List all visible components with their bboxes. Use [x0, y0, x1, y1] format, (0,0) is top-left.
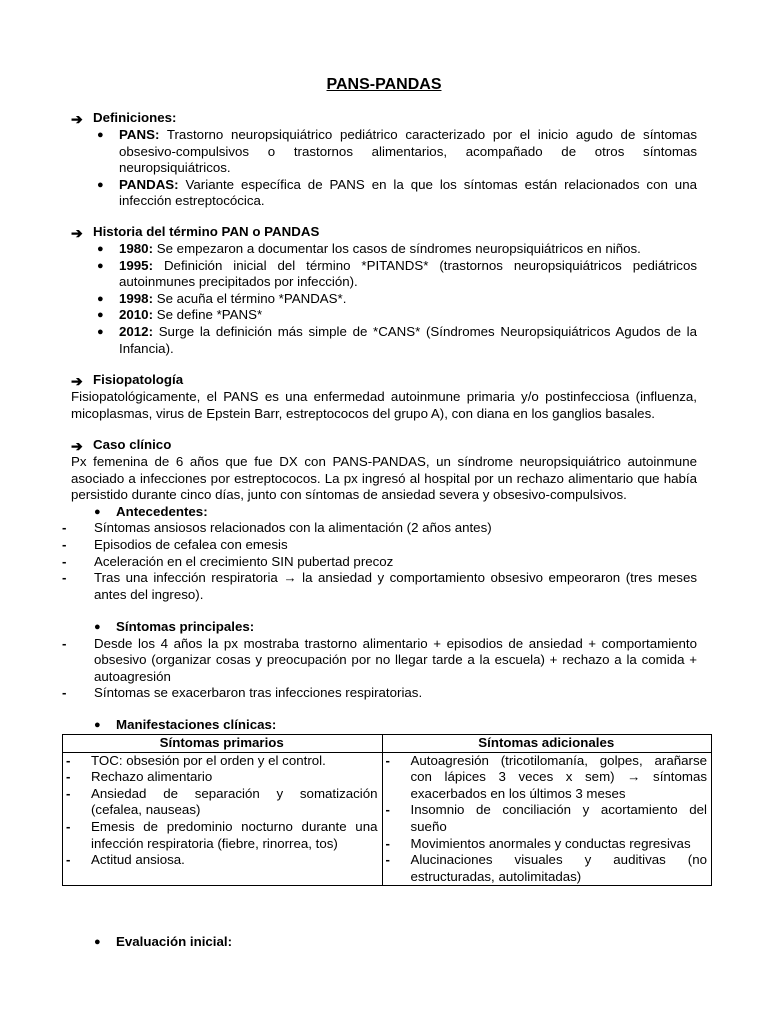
bullet-icon: ● — [97, 178, 104, 191]
dash-icon: - — [66, 769, 71, 785]
arrow-right-icon: ➔ — [71, 372, 83, 389]
list-item: ● PANDAS: Variante específica de PANS en la que los síntomas están relacionados con una infección estreptocócica. — [97, 176, 697, 209]
dash-icon: - — [62, 520, 67, 536]
dash-icon: - — [66, 785, 71, 801]
bullet-icon: ● — [97, 309, 104, 322]
list-item: ● 1995: Definición inicial del término *PITANDS* (trastornos neuropsiquiátricos pediátricos autoinmunes precipitados por infección). — [97, 257, 697, 290]
section-evaluacion — [71, 934, 697, 951]
arrow-right-icon: ➔ — [71, 437, 83, 454]
list-item: - Ansiedad de separación y somatización (cefalea, nauseas) — [66, 785, 378, 818]
section-fisiopatologia — [71, 372, 697, 422]
list-item: - Insomnio de conciliación y acortamiento del sueño — [385, 802, 707, 834]
subsection-label: ● Antecedentes: — [94, 503, 208, 519]
list-item: - Tras una infección respiratoria → la ansiedad y comportamiento obsesivo empeoraron (tres meses antes del ingreso). — [62, 570, 697, 602]
dash-icon: - — [66, 752, 71, 768]
document-title: PANS-PANDAS — [326, 76, 442, 93]
bullet-icon: ● — [97, 325, 104, 338]
subsection-label: ● Evaluación inicial: — [94, 934, 233, 949]
bullet-icon: ● — [97, 292, 104, 305]
list-item: ● 1980: Se empezaron a documentar los casos de síndromes neuropsiquiátricos en niños. — [97, 241, 641, 256]
list-item: - Desde los 4 años la px mostraba trastorno alimentario + episodios de ansiedad + comportamiento obsesivo (organizar cosas y preocupación por no llegar tarde a la escuela) + rechazo a la comida + autoagresión — [62, 635, 697, 684]
bullet-icon: ● — [94, 621, 101, 633]
dash-icon: - — [66, 852, 71, 868]
manifestaciones-table — [62, 734, 712, 886]
paragraph: Px femenina de 6 años que fue DX con PANS-PANDAS, un síndrome neuropsiquiátrico autoinmune asociado a infecciones por estreptococos. La px ingresó al hospital por un rechazo alimentario que había persistido durante cinco días, junto con síntomas de ansiedad severa y obsesivo-compulsivos. — [71, 454, 697, 503]
section-heading: ➔ Caso clínico — [71, 437, 172, 454]
bullet-icon: ● — [97, 259, 104, 272]
list-item: - Emesis de predominio nocturno durante una infección respiratoria (fiebre, rinorrea, tos) — [66, 818, 378, 851]
list-item: - Episodios de cefalea con emesis — [62, 536, 288, 552]
subsection-label: ● Síntomas principales: — [94, 619, 255, 634]
dash-list — [386, 753, 708, 886]
subsection-label: ● Manifestaciones clínicas: — [94, 717, 277, 732]
dash-icon: - — [66, 818, 71, 834]
list-item: - Actitud ansiosa. — [66, 852, 185, 868]
dash-list — [62, 636, 697, 702]
list-item: - Aceleración en el crecimiento SIN pubertad precoz — [62, 553, 394, 569]
dash-icon: - — [62, 553, 67, 569]
dash-icon: - — [385, 852, 390, 868]
section-manifestaciones — [71, 717, 697, 734]
arrow-right-icon: ➔ — [71, 224, 83, 241]
dash-icon: - — [385, 752, 390, 768]
list-item: - Síntomas se exacerbaron tras infecciones respiratorias. — [62, 685, 423, 701]
list-item: ● 1998: Se acuña el término *PANDAS*. — [97, 290, 347, 306]
bullet-icon: ● — [94, 719, 101, 731]
list-item: ● 2012: Surge la definición más simple de *CANS* (Síndromes Neuropsiquiátricos Agudos de la Infancia). — [97, 323, 697, 356]
dash-icon: - — [385, 835, 390, 851]
dash-list — [62, 520, 697, 603]
dash-icon: - — [62, 685, 67, 701]
table-cell — [382, 752, 712, 886]
section-definiciones — [71, 110, 697, 210]
table-row — [63, 752, 712, 886]
section-heading: ➔ Fisiopatología — [71, 372, 184, 389]
column-header: Síntomas adicionales — [382, 735, 712, 753]
bullet-icon: ● — [94, 936, 101, 948]
list-item: - Alucinaciones visuales y auditivas (no estructuradas, autolimitadas) — [385, 852, 707, 884]
dash-icon: - — [62, 635, 67, 651]
column-header: Síntomas primarios — [63, 735, 383, 753]
list-item: ● PANS: Trastorno neuropsiquiátrico pediátrico caracterizado por el inicio agudo de síntomas obsesivo-compulsivos o trastornos alimentarios, acompañado de otros síntomas neuropsiquiátricos. — [97, 127, 697, 176]
table-header-row — [63, 735, 712, 753]
paragraph: Fisiopatológicamente, el PANS es una enfermedad autoinmune primaria y/o postinfecciosa (influenza, micoplasmas, virus de Epstein Barr, estreptococos del grupo A), con diana en los ganglios basales. — [71, 389, 697, 421]
bullet-icon: ● — [97, 129, 104, 141]
list-item: - Síntomas ansiosos relacionados con la alimentación (2 años antes) — [62, 520, 492, 536]
dash-icon: - — [62, 536, 67, 552]
list-item: - TOC: obsesión por el orden y el control. — [66, 752, 326, 768]
list-item: - Autoagresión (tricotilomanía, golpes, arañarse con lápices 3 veces x sem) → síntomas exacerbados en los últimos 3 meses — [385, 752, 707, 801]
list-item: - Movimientos anormales y conductas regresivas — [385, 835, 691, 851]
arrow-right-icon: ➔ — [71, 110, 83, 127]
dash-list — [66, 753, 378, 869]
list-item: - Rechazo alimentario — [66, 769, 213, 785]
section-historia — [71, 224, 697, 357]
bullet-icon: ● — [94, 505, 101, 518]
dash-icon: - — [62, 570, 67, 586]
dash-icon: - — [385, 802, 390, 818]
section-heading: ➔ Historia del término PAN o PANDAS — [71, 224, 320, 241]
section-sintomas-principales — [62, 619, 697, 702]
bullet-icon: ● — [97, 243, 104, 255]
section-heading: ➔ Definiciones: — [71, 110, 177, 127]
table-cell — [63, 752, 383, 886]
bullet-list — [71, 241, 697, 357]
list-item: ● 2010: Se define *PANS* — [97, 307, 263, 323]
bullet-list — [71, 127, 697, 210]
section-caso-clinico — [62, 437, 697, 603]
